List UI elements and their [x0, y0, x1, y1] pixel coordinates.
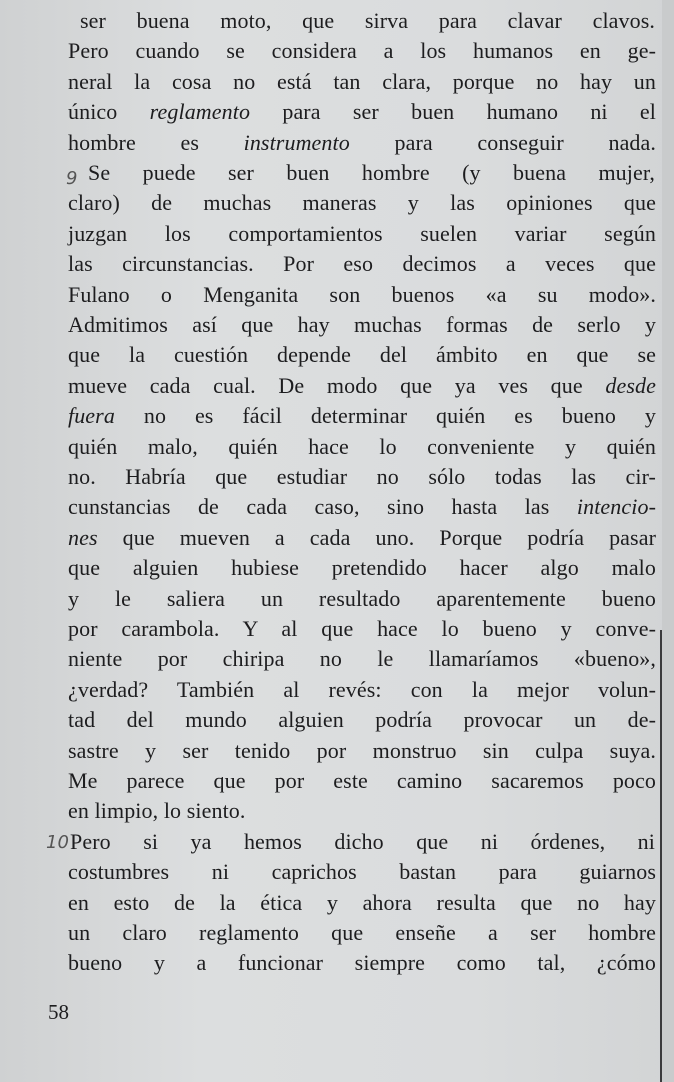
text-line — [68, 859, 656, 885]
text-line — [68, 494, 656, 520]
text-segment: ¿verdad? También al revés: con la mejor volun- — [68, 676, 656, 702]
text-line — [68, 434, 656, 460]
italic-text: fuera — [68, 403, 115, 429]
text-line — [68, 525, 656, 551]
text-segment: Admitimos así que hay muchas formas de serlo y — [68, 312, 656, 337]
italic-text: instrumento — [243, 129, 350, 155]
text-segment: ser buena moto, que sirva para clavar clavos. — [80, 8, 655, 33]
text-line — [68, 555, 656, 581]
text-line — [68, 586, 656, 612]
text-segment: que mueven a cada uno. Porque podría pasar — [97, 524, 656, 550]
text-segment: Fulano o Menganita son buenos «a su modo». — [68, 281, 656, 307]
text-line — [68, 69, 656, 95]
text-line — [68, 677, 656, 703]
text-line — [68, 373, 656, 399]
text-line — [68, 950, 656, 976]
text-line — [68, 920, 656, 946]
text-segment: en limpio, lo siento. — [68, 798, 246, 824]
text-segment: Pero cuando se considera a los humanos en ge- — [68, 38, 656, 64]
text-segment: sastre y ser tenido por monstruo sin culpa suya. — [68, 737, 656, 763]
text-line — [68, 130, 656, 156]
text-segment: bueno y a funcionar siempre como tal, ¿cómo — [68, 950, 656, 976]
text-line — [68, 616, 656, 642]
text-segment: hombre es — [68, 129, 244, 155]
italic-text: nes — [68, 524, 98, 550]
text-segment: único — [68, 99, 150, 125]
text-segment: en esto de la ética y ahora resulta que no hay — [68, 889, 656, 915]
text-segment: y le saliera un resultado aparentemente bueno — [68, 585, 656, 611]
text-segment: tad del mundo alguien podría provocar un de- — [68, 707, 656, 733]
text-line — [68, 707, 656, 733]
text-line — [68, 38, 656, 64]
italic-text: desde — [605, 372, 656, 398]
text-line — [68, 890, 656, 916]
text-line — [68, 798, 298, 824]
text-line — [68, 312, 656, 338]
text-segment: no es fácil determinar quién es bueno y — [114, 403, 656, 429]
text-segment: que alguien hubiese pretendido hacer algo malo — [68, 555, 656, 581]
text-segment: que la cuestión depende del ámbito en que se — [68, 342, 656, 368]
text-segment: niente por chiripa no le llamaríamos «bueno», — [68, 646, 656, 672]
page-edge-shadow — [660, 630, 662, 1082]
text-segment: las circunstancias. Por eso decimos a veces que — [68, 251, 656, 277]
text-line — [68, 768, 656, 794]
margin-mark-paragraph-10: 10 — [46, 832, 69, 853]
text-segment: neral la cosa no está tan clara, porque no hay un — [68, 68, 656, 94]
margin-mark-paragraph-9: 9 — [66, 168, 78, 189]
text-segment: juzgan los comportamientos suelen variar según — [68, 220, 656, 246]
text-segment: Pero si ya hemos dicho que ni órdenes, ni — [70, 828, 655, 854]
text-line — [68, 251, 656, 277]
text-segment: Se puede ser buen hombre (y buena mujer, — [88, 160, 655, 185]
text-line — [68, 221, 656, 247]
text-line — [70, 829, 655, 855]
text-segment: no. Habría que estudiar no sólo todas las cir- — [68, 464, 656, 489]
text-line — [68, 190, 656, 216]
text-line — [68, 282, 656, 308]
text-segment: cunstancias de cada caso, sino hasta las — [68, 494, 577, 520]
text-line — [68, 342, 656, 368]
text-line — [68, 464, 656, 490]
text-line — [68, 403, 656, 429]
text-line — [68, 99, 656, 125]
text-segment: claro) de muchas maneras y las opiniones que — [68, 190, 656, 216]
text-segment: para conseguir nada. — [349, 129, 656, 155]
page-number: 58 — [48, 1000, 69, 1024]
italic-text: reglamento — [149, 99, 251, 125]
text-line — [88, 160, 655, 186]
text-segment: para ser buen humano ni el — [250, 99, 656, 125]
text-line — [80, 8, 655, 34]
text-segment: mueve cada cual. De modo que ya ves que — [68, 372, 606, 398]
text-segment: Me parece que por este camino sacaremos poco — [68, 768, 656, 793]
italic-text: intencio- — [576, 494, 656, 520]
text-segment: un claro reglamento que enseñe a ser hombre — [68, 920, 656, 945]
text-line — [68, 738, 656, 764]
text-segment: costumbres ni caprichos bastan para guiarnos — [68, 859, 656, 885]
text-segment: quién malo, quién hace lo conveniente y quién — [68, 433, 656, 459]
text-line — [68, 646, 656, 672]
text-segment: por carambola. Y al que hace lo bueno y conve- — [68, 616, 656, 641]
adjacent-page-edge — [662, 0, 674, 1082]
